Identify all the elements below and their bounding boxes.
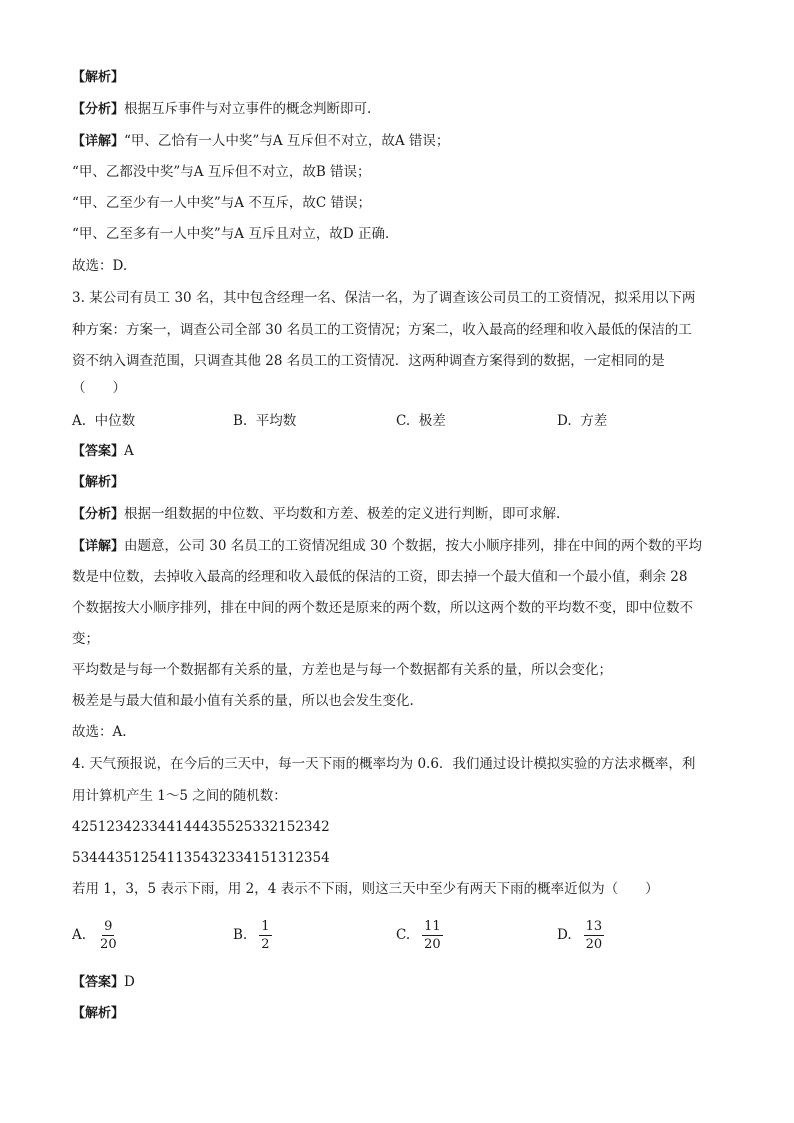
q3-stem-line-3: 资不纳入调查范围，只调查其他 28 名员工的工资情况．这两种调查方案得到的数据，一定相同的是 [72, 353, 665, 369]
choice-line: 故选：D. [72, 258, 128, 274]
fraction: $\frac{1}{2}$ [261, 918, 270, 952]
xiangjie-line [72, 132, 449, 151]
q3-detail-line-5: 平均数是与每一个数据都有关系的量，方差也是与每一个数据都有关系的量，所以会变化； [72, 662, 612, 678]
q4-analysis-heading [72, 1004, 124, 1023]
q4-stem-line-3: 若用 1，3，5 表示下雨，用 2，4 表示不下雨，则这三天中至少有两天下雨的概率近似为（ ） [72, 881, 659, 897]
q4-option-c: C. $\frac{11}{20}$ [396, 918, 441, 952]
analysis-label: 【解析】 [72, 70, 125, 85]
q4-answer-label: 【答案】 [72, 975, 125, 990]
q3-analysis-heading [72, 473, 124, 492]
q3-option-a: A. 中位数 [72, 413, 136, 429]
q3-xiangjie-line-3: 个数据按大小顺序排列，排在中间的两个数还是原来的两个数，所以这两个数的平均数不变，即中位数不 [72, 600, 693, 616]
q4-random-digits-1: 425123423344144435525332152342 [72, 819, 330, 835]
q3-choice-line: 故选：A. [72, 724, 127, 740]
q4-option-d: D. $\frac{13}{20}$ [557, 918, 603, 952]
q3-answer-label: 【答案】 [72, 444, 125, 459]
q3-stem-line-1: 3. 某公司有员工 30 名，其中包含经理一名、保洁一名，为了调查该公司员工的工资情况，拟采用以下两 [72, 290, 696, 306]
detail-line-3: “甲、乙至少有一人中奖”与A 不互斥，故C 错误； [72, 195, 371, 211]
q4-answer-value: D [124, 974, 135, 990]
q3-xiangjie-line-1 [72, 537, 702, 556]
q3-option-c: C. 极差 [396, 413, 446, 429]
q3-option-d: D. 方差 [557, 413, 608, 429]
q3-answer-value: A [124, 443, 134, 459]
q3-answer-line [72, 442, 134, 461]
detail-line-2: “甲、乙都没中奖”与A 互斥但不对立，故B 错误； [72, 164, 371, 180]
fraction: $\frac{11}{20}$ [424, 918, 441, 952]
q3-xiangjie-line-4: 变； [72, 631, 99, 647]
detail-line-4: “甲、乙至多有一人中奖”与A 互斥且对立，故D 正确． [72, 226, 399, 242]
q4-option-a: A. $\frac{9}{20}$ [72, 918, 117, 952]
q4-stem-line-2: 用计算机产生 1～5 之间的随机数： [72, 788, 287, 804]
fraction: $\frac{13}{20}$ [585, 918, 603, 952]
q4-stem-line-1: 4. 天气预报说，在今后的三天中，每一天下雨的概率均为 0.6．我们通过设计模拟实验的方法求概率，利 [72, 756, 696, 772]
q4-random-digits-2: 534443512541135432334151312354 [72, 850, 330, 866]
q3-xiangjie-label: 【详解】 [72, 539, 125, 554]
q3-fenxi-line [72, 505, 560, 524]
q3-option-b: B. 平均数 [233, 413, 297, 429]
q4-analysis-label: 【解析】 [72, 1006, 125, 1021]
fenxi-text: 根据互斥事件与对立事件的概念判断即可. [124, 101, 372, 117]
xiangjie-label: 【详解】 [72, 134, 125, 149]
q3-xiangjie-line-2: 数是中位数，去掉收入最高的经理和收入最低的保洁的工资，即去掉一个最大值和一个最小值，剩余 28 [72, 569, 688, 585]
fenxi-label: 【分析】 [72, 102, 125, 117]
fraction: $\frac{9}{20}$ [100, 918, 117, 952]
q3-xiangjie-text: 由题意，公司 30 名员工的工资情况组成 30 个数据，按大小顺序排列，排在中间的两个数的平均 [124, 538, 703, 554]
xiangjie-text: “甲、乙恰有一人中奖”与A 互斥但不对立，故A 错误； [124, 133, 450, 149]
q3-fenxi-label: 【分析】 [72, 507, 125, 522]
q3-detail-line-6: 极差是与最大值和最小值有关系的量，所以也会发生变化. [72, 693, 414, 709]
q4-answer-line [72, 973, 135, 992]
analysis-heading [72, 68, 124, 87]
q4-option-b: B. $\frac{1}{2}$ [233, 918, 270, 952]
q3-analysis-label: 【解析】 [72, 475, 125, 490]
q3-fenxi-text: 根据一组数据的中位数、平均数和方差、极差的定义进行判断，即可求解. [124, 506, 561, 522]
q3-stem-line-2: 种方案：方案一，调查公司全部 30 名员工的工资情况；方案二，收入最高的经理和收入最低的保洁的工 [72, 322, 692, 338]
fenxi-line [72, 100, 371, 119]
q3-stem-blank: （ ） [72, 380, 126, 396]
